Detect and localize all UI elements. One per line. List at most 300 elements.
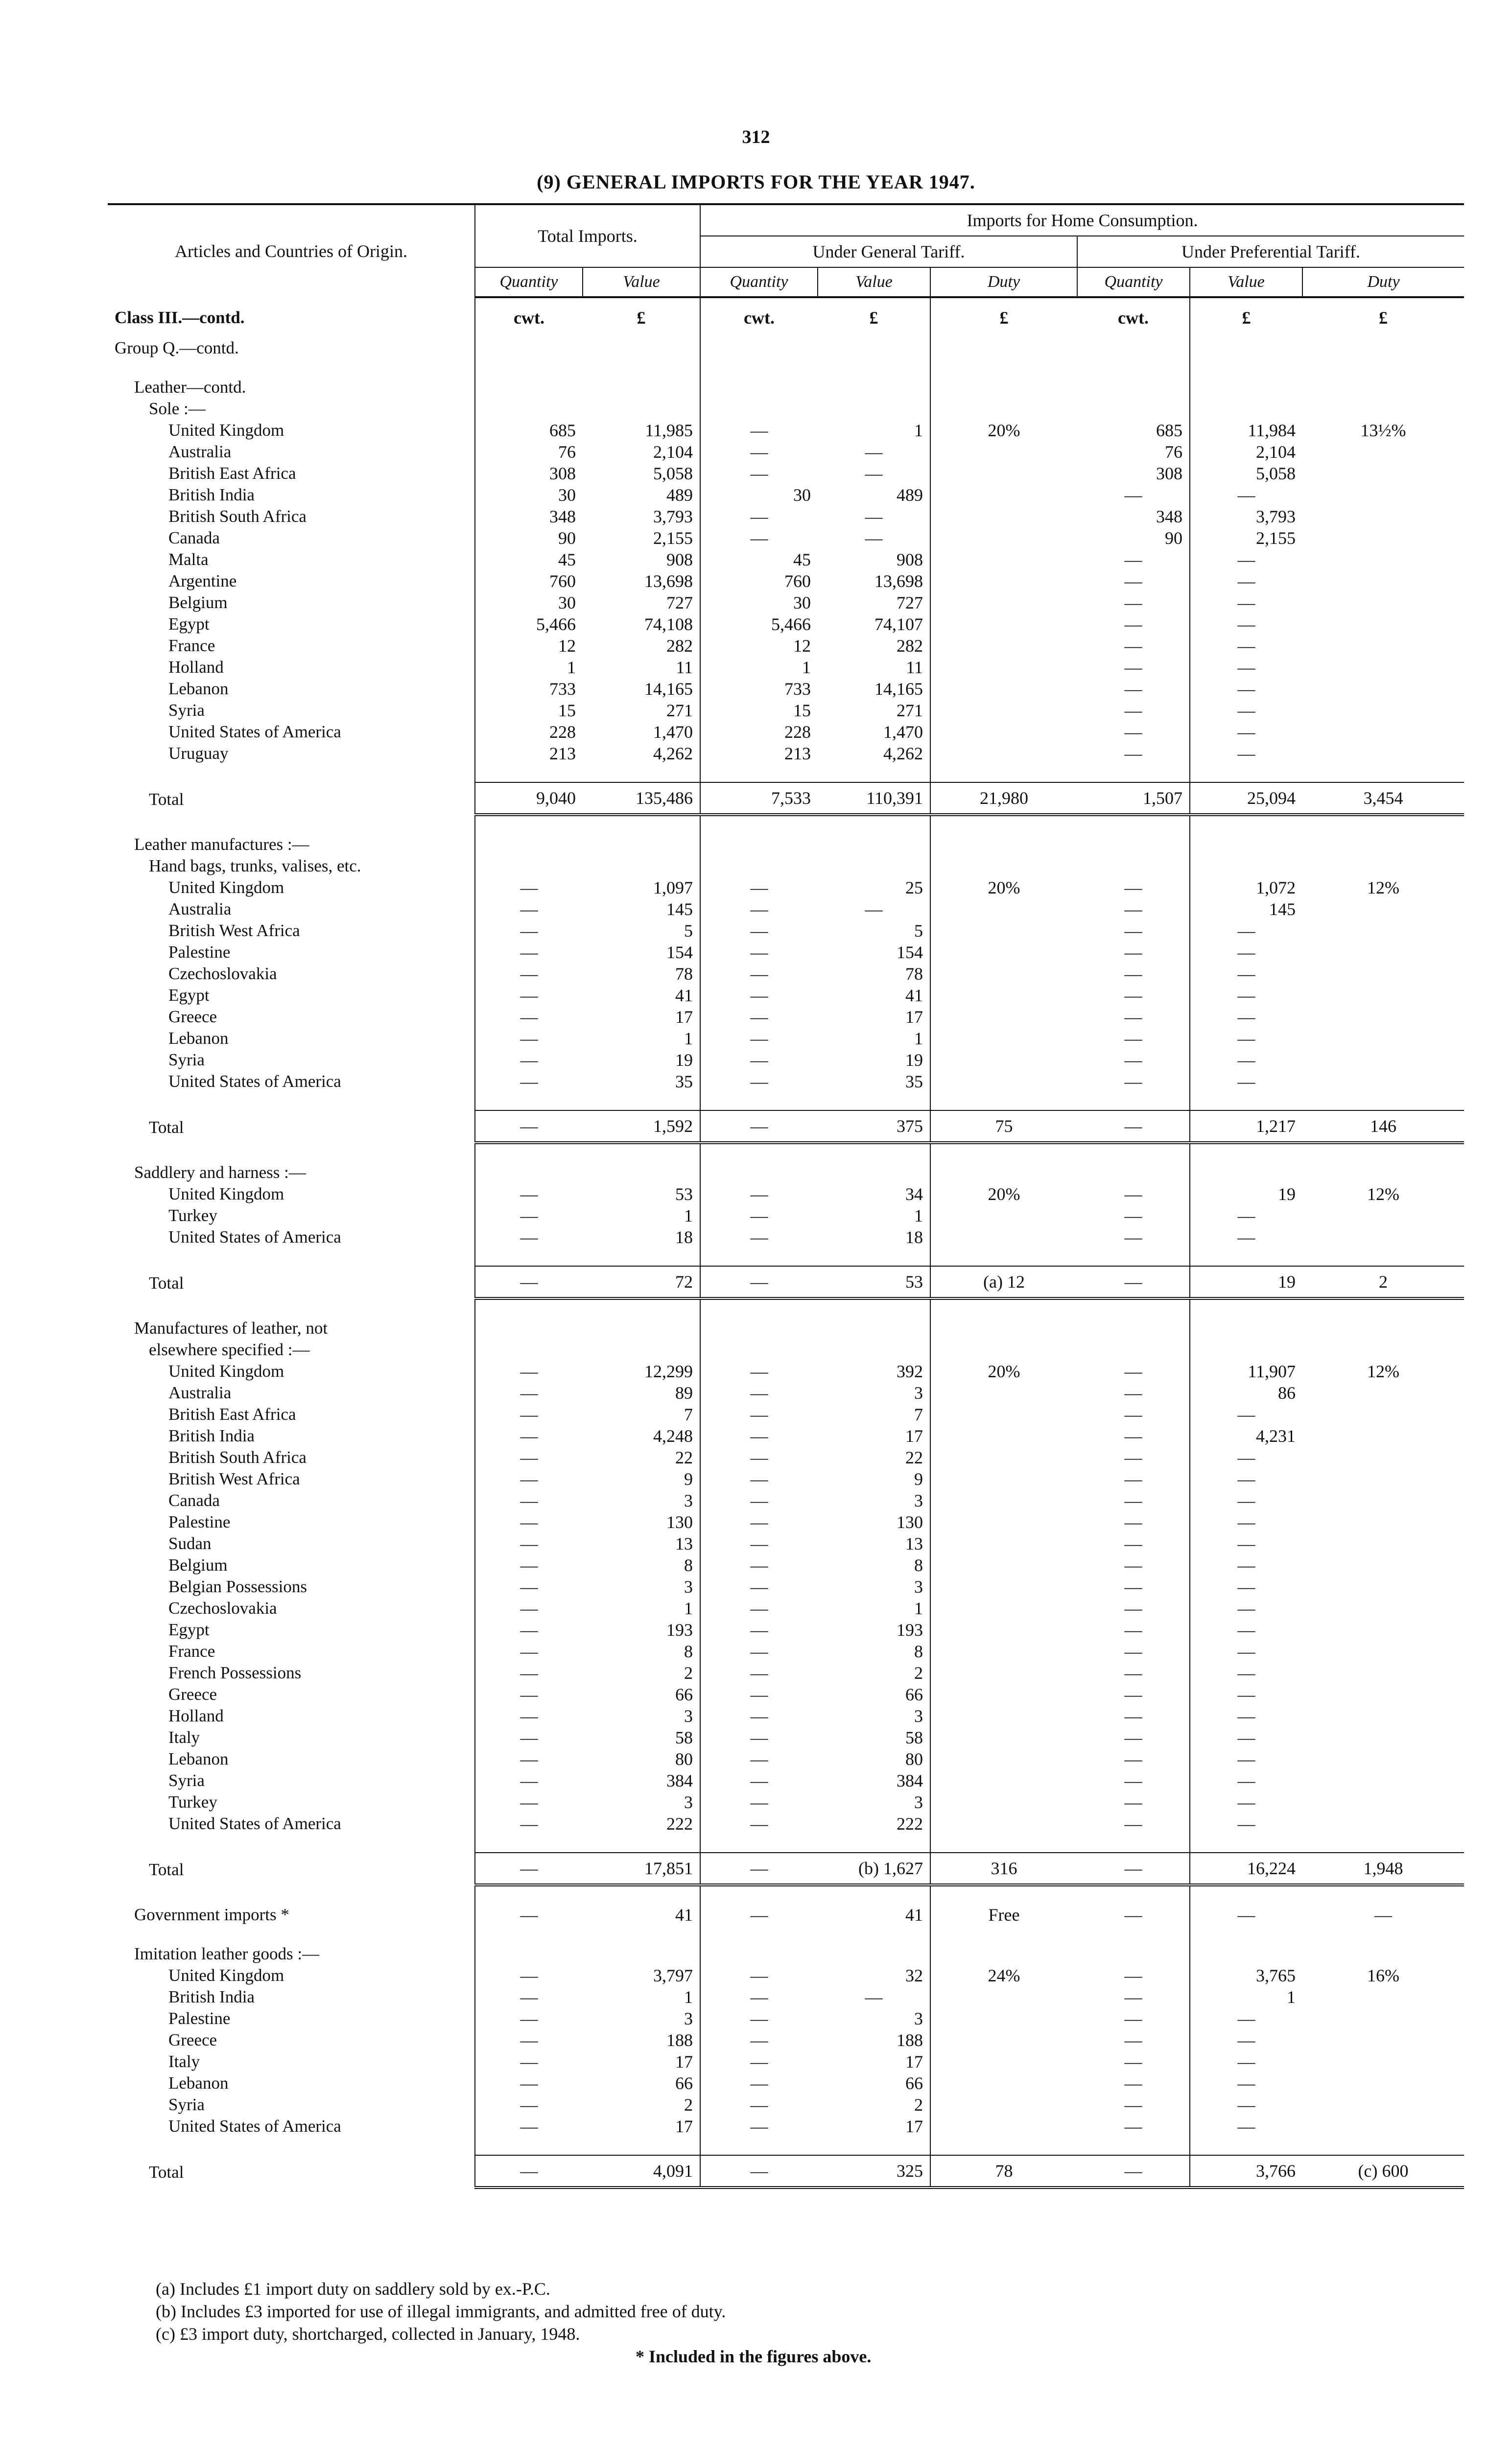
value-cell xyxy=(1302,1404,1464,1425)
total-label: Total xyxy=(108,1853,475,1885)
value-cell xyxy=(1302,1748,1464,1770)
empty-cell xyxy=(1302,1162,1464,1183)
value-cell: — xyxy=(750,1663,768,1683)
value-cell: 145 xyxy=(583,898,700,920)
value-cell: — xyxy=(750,1491,768,1510)
section-heading-row xyxy=(108,1318,1464,1339)
country-name: British South Africa xyxy=(168,1448,307,1467)
value-cell xyxy=(930,635,1077,657)
value-cell: — xyxy=(1237,2030,1255,2050)
value-cell xyxy=(930,613,1077,635)
empty-cell xyxy=(700,1298,818,1318)
table-row xyxy=(108,1006,1464,1028)
value-cell: — xyxy=(1077,1205,1190,1226)
value-cell xyxy=(1302,1813,1464,1835)
empty-cell xyxy=(1302,764,1464,782)
value-cell xyxy=(930,2094,1077,2116)
empty-cell xyxy=(1077,1885,1190,1904)
value-cell: — xyxy=(750,1383,768,1403)
empty-cell xyxy=(930,1318,1077,1339)
country-label xyxy=(108,1205,475,1226)
value-cell: — xyxy=(1237,744,1255,763)
empty-cell xyxy=(475,2137,583,2155)
value-cell: — xyxy=(1077,1904,1190,1926)
value-cell: 3 xyxy=(583,1705,700,1727)
empty-cell xyxy=(818,1835,930,1853)
table-row xyxy=(108,1028,1464,1049)
empty-cell xyxy=(930,834,1077,855)
value-cell: — xyxy=(750,1814,768,1834)
value-cell: — xyxy=(1237,1685,1255,1704)
value-cell xyxy=(1302,1662,1464,1684)
value-cell: — xyxy=(1077,2155,1190,2188)
empty-cell xyxy=(1077,1298,1190,1318)
value-cell xyxy=(930,657,1077,678)
country-label xyxy=(108,1361,475,1382)
value-cell xyxy=(930,985,1077,1006)
empty-cell xyxy=(583,1092,700,1110)
value-cell: 3 xyxy=(818,1382,930,1404)
value-cell xyxy=(1302,549,1464,570)
value-cell: — xyxy=(1077,2072,1190,2094)
value-cell: 12% xyxy=(1367,1184,1400,1204)
value-cell xyxy=(930,1813,1077,1835)
value-cell xyxy=(1302,2051,1464,2072)
table-row xyxy=(108,1619,1464,1641)
value-cell: — xyxy=(1237,1706,1255,1726)
value-cell: 1 xyxy=(583,1986,700,2008)
table-row xyxy=(108,1684,1464,1705)
empty-cell xyxy=(475,377,583,398)
value-cell xyxy=(1302,484,1464,506)
country-name: Syria xyxy=(168,701,205,720)
value-cell: 13,698 xyxy=(583,570,700,592)
total-label: Total xyxy=(108,782,475,815)
empty-cell xyxy=(818,337,930,359)
value-cell xyxy=(1302,613,1464,635)
value-cell: — xyxy=(750,442,768,462)
value-cell xyxy=(1302,1226,1464,1248)
value-cell: — xyxy=(1237,658,1255,677)
empty-cell xyxy=(930,398,1077,420)
empty-cell xyxy=(930,1926,1077,1943)
value-cell: — xyxy=(1077,743,1190,764)
value-cell: — xyxy=(750,1184,768,1204)
value-cell xyxy=(1302,1382,1464,1404)
value-cell xyxy=(1302,2029,1464,2051)
value-cell: 1 xyxy=(818,1598,930,1619)
value-cell: 41 xyxy=(583,985,700,1006)
country-label xyxy=(108,2029,475,2051)
empty-cell xyxy=(108,815,475,834)
value-cell xyxy=(930,2008,1077,2029)
value-cell: 12,299 xyxy=(583,1361,700,1382)
country-name: British India xyxy=(168,1987,255,2006)
country-name: Lebanon xyxy=(168,1749,229,1768)
country-name: Canada xyxy=(168,528,220,547)
value-cell: 11 xyxy=(583,657,700,678)
value-cell xyxy=(930,1425,1077,1447)
value-cell xyxy=(930,1554,1077,1576)
country-label xyxy=(108,592,475,613)
country-name: Italy xyxy=(168,2052,200,2071)
value-cell: — xyxy=(1077,657,1190,678)
value-cell: 8 xyxy=(818,1641,930,1662)
empty-cell xyxy=(700,1885,818,1904)
value-cell: — xyxy=(1077,1533,1190,1554)
country-name: Czechoslovakia xyxy=(168,964,277,983)
empty-cell xyxy=(1302,2137,1464,2155)
value-cell: 9 xyxy=(818,1468,930,1490)
value-cell: — xyxy=(1237,550,1255,569)
empty-cell xyxy=(583,398,700,420)
value-cell: 78 xyxy=(930,2155,1077,2188)
table-row xyxy=(108,700,1464,721)
value-cell: — xyxy=(1237,1448,1255,1467)
country-label xyxy=(108,1049,475,1071)
value-cell: 12 xyxy=(558,636,576,656)
value-cell: — xyxy=(1077,678,1190,700)
section-heading-row xyxy=(108,1162,1464,1183)
empty-cell xyxy=(475,855,583,877)
value-cell xyxy=(1302,2008,1464,2029)
value-cell xyxy=(1302,570,1464,592)
value-cell xyxy=(1302,985,1464,1006)
total-row xyxy=(108,1853,1464,1885)
value-cell: — xyxy=(750,1448,768,1467)
row-label: Leather—contd. xyxy=(108,377,475,398)
empty-cell xyxy=(1077,1318,1190,1339)
country-name: Palestine xyxy=(168,2009,231,2028)
value-cell: 1,072 xyxy=(1256,878,1296,897)
value-cell: — xyxy=(520,1362,538,1381)
table-row xyxy=(108,613,1464,635)
empty-cell xyxy=(818,834,930,855)
table-row xyxy=(108,1361,1464,1382)
value-cell: 316 xyxy=(930,1853,1077,1885)
empty-cell xyxy=(1190,1926,1302,1943)
table-row xyxy=(108,1554,1464,1576)
value-cell: 58 xyxy=(818,1727,930,1748)
value-cell: 25,094 xyxy=(1190,782,1302,815)
value-cell: — xyxy=(750,986,768,1005)
empty-cell xyxy=(1077,764,1190,782)
country-label xyxy=(108,1511,475,1533)
value-cell: 213 xyxy=(549,744,576,763)
value-cell xyxy=(1302,1425,1464,1447)
empty-cell xyxy=(583,834,700,855)
value-cell: 308 xyxy=(549,464,576,483)
value-cell: — xyxy=(750,1749,768,1769)
value-cell xyxy=(1302,1641,1464,1662)
value-cell: 11,907 xyxy=(1248,1362,1296,1381)
empty-cell xyxy=(1077,1339,1190,1361)
value-cell: — xyxy=(520,1555,538,1575)
value-cell: — xyxy=(750,1642,768,1661)
country-name: Belgian Possessions xyxy=(168,1577,307,1596)
value-cell xyxy=(930,2051,1077,2072)
empty-cell xyxy=(1302,1885,1464,1904)
table-row xyxy=(108,1813,1464,1835)
value-cell: 16% xyxy=(1367,1966,1400,1985)
country-name: British West Africa xyxy=(168,921,300,940)
empty-cell xyxy=(1302,1835,1464,1853)
country-label xyxy=(108,1226,475,1248)
header-value: Value xyxy=(818,267,930,297)
value-cell: — xyxy=(520,2030,538,2050)
country-label xyxy=(108,743,475,764)
imports-table xyxy=(108,203,1464,2189)
empty-cell xyxy=(1077,1162,1190,1183)
country-name: British India xyxy=(168,485,255,504)
value-cell: — xyxy=(750,1534,768,1554)
value-cell: — xyxy=(750,1227,768,1247)
empty-cell xyxy=(1077,398,1190,420)
value-cell: 110,391 xyxy=(818,782,930,815)
value-cell: — xyxy=(520,1966,538,1985)
value-cell xyxy=(930,570,1077,592)
value-cell: 13 xyxy=(583,1533,700,1554)
empty-cell xyxy=(583,1835,700,1853)
value-cell: 685 xyxy=(1077,420,1190,441)
table-row xyxy=(108,678,1464,700)
country-label xyxy=(108,1727,475,1748)
value-cell: 1 xyxy=(583,1205,700,1226)
value-cell xyxy=(1302,527,1464,549)
table-row xyxy=(108,1404,1464,1425)
value-cell: 727 xyxy=(818,592,930,613)
section-heading-row xyxy=(108,834,1464,855)
page-title: (9) GENERAL IMPORTS FOR THE YEAR 1947. xyxy=(537,171,975,193)
empty-cell xyxy=(700,834,818,855)
country-label xyxy=(108,506,475,527)
value-cell: — xyxy=(1077,1791,1190,1813)
value-cell: 908 xyxy=(583,549,700,570)
value-cell xyxy=(1302,1447,1464,1468)
value-cell xyxy=(1302,2116,1464,2137)
country-label xyxy=(108,1404,475,1425)
value-cell: — xyxy=(1077,2116,1190,2137)
value-cell: — xyxy=(1237,593,1255,612)
value-cell: 213 xyxy=(784,744,811,763)
value-cell: — xyxy=(1237,1007,1255,1027)
country-label xyxy=(108,2094,475,2116)
country-name: British East Africa xyxy=(168,1405,296,1424)
value-cell: — xyxy=(750,2073,768,2093)
value-cell: 66 xyxy=(583,2072,700,2094)
value-cell: — xyxy=(1237,1491,1255,1510)
country-name: Palestine xyxy=(168,1512,231,1531)
value-cell: 20% xyxy=(988,878,1020,897)
empty-cell xyxy=(475,1092,583,1110)
value-cell: 8 xyxy=(583,1641,700,1662)
value-cell: — xyxy=(818,463,930,484)
value-cell: 19 xyxy=(1278,1184,1296,1204)
value-cell: 130 xyxy=(818,1511,930,1533)
value-cell: — xyxy=(520,1663,538,1683)
country-name: United States of America xyxy=(168,1814,341,1833)
empty-cell xyxy=(930,377,1077,398)
value-cell xyxy=(1302,963,1464,985)
value-cell: 135,486 xyxy=(583,782,700,815)
value-cell xyxy=(1302,1533,1464,1554)
value-cell: — xyxy=(1237,1227,1255,1247)
value-cell: — xyxy=(1237,921,1255,941)
value-cell: — xyxy=(520,1814,538,1834)
country-name: Belgium xyxy=(168,1555,228,1575)
value-cell: 8 xyxy=(583,1554,700,1576)
empty-cell xyxy=(700,359,818,377)
table-row xyxy=(108,1511,1464,1533)
value-cell: 1 xyxy=(818,1205,930,1226)
value-cell: — xyxy=(520,1905,538,1925)
country-label xyxy=(108,1425,475,1447)
country-name: United States of America xyxy=(168,722,341,741)
country-label xyxy=(108,985,475,1006)
empty-cell xyxy=(930,764,1077,782)
empty-cell xyxy=(108,359,475,377)
value-cell: 3 xyxy=(818,2008,930,2029)
value-cell: 1 xyxy=(802,658,811,677)
value-cell: — xyxy=(1077,570,1190,592)
header-home-consumption: Imports for Home Consumption. xyxy=(700,204,1464,236)
value-cell xyxy=(1302,1468,1464,1490)
value-cell: — xyxy=(750,1599,768,1618)
value-cell: 32 xyxy=(818,1965,930,1986)
country-label xyxy=(108,1533,475,1554)
country-label xyxy=(108,1490,475,1511)
value-cell: 76 xyxy=(558,442,576,462)
total-label: Total xyxy=(108,1110,475,1143)
total-label: Total xyxy=(108,1266,475,1298)
country-label xyxy=(108,1598,475,1619)
value-cell xyxy=(930,743,1077,764)
empty-cell xyxy=(1190,764,1302,782)
value-cell xyxy=(1302,506,1464,527)
table-row xyxy=(108,1770,1464,1791)
value-cell: — xyxy=(750,1792,768,1812)
spacer-row xyxy=(108,359,1464,377)
section-heading-row xyxy=(108,1339,1464,1361)
spacer-row xyxy=(108,1835,1464,1853)
header-preferential-tariff: Under Preferential Tariff. xyxy=(1077,236,1464,267)
value-cell: 80 xyxy=(818,1748,930,1770)
total-row xyxy=(108,782,1464,815)
country-name: Czechoslovakia xyxy=(168,1599,277,1618)
value-cell: 308 xyxy=(1077,463,1190,484)
value-cell: — xyxy=(475,1853,583,1885)
value-cell: — xyxy=(1077,1554,1190,1576)
value-cell: 35 xyxy=(583,1071,700,1092)
empty-cell xyxy=(1190,1943,1302,1965)
value-cell xyxy=(930,2029,1077,2051)
empty-cell xyxy=(1077,1835,1190,1853)
table-row xyxy=(108,1748,1464,1770)
spacer-row xyxy=(108,1298,1464,1318)
value-cell: — xyxy=(1077,1049,1190,1071)
empty-cell xyxy=(108,1092,475,1110)
value-cell: — xyxy=(1237,1072,1255,1091)
value-cell: 17 xyxy=(818,2116,930,2137)
value-cell xyxy=(1302,1684,1464,1705)
value-cell: 3 xyxy=(583,2008,700,2029)
country-name: Australia xyxy=(168,899,232,918)
empty-cell xyxy=(1302,337,1464,359)
country-name: Italy xyxy=(168,1728,200,1747)
total-row xyxy=(108,1266,1464,1298)
value-cell xyxy=(930,1641,1077,1662)
value-cell xyxy=(1302,743,1464,764)
table-row xyxy=(108,2051,1464,2072)
value-cell: — xyxy=(1237,614,1255,634)
value-cell: — xyxy=(1077,985,1190,1006)
value-cell: 348 xyxy=(549,507,576,526)
value-cell xyxy=(1302,1727,1464,1748)
country-name: United States of America xyxy=(168,1227,341,1247)
value-cell xyxy=(930,592,1077,613)
value-cell xyxy=(1302,1028,1464,1049)
value-cell: — xyxy=(1237,636,1255,656)
value-cell: — xyxy=(750,1029,768,1048)
value-cell xyxy=(930,1791,1077,1813)
value-cell: 12% xyxy=(1367,1362,1400,1381)
value-cell: — xyxy=(750,1007,768,1027)
value-cell: 66 xyxy=(818,2072,930,2094)
value-cell xyxy=(1302,2072,1464,2094)
country-label xyxy=(108,721,475,743)
value-cell xyxy=(1302,635,1464,657)
country-name: United Kingdom xyxy=(168,878,284,897)
country-label xyxy=(108,1705,475,1727)
empty-cell xyxy=(1190,1835,1302,1853)
value-cell: — xyxy=(1237,1728,1255,1747)
value-cell: 5 xyxy=(583,920,700,942)
country-label xyxy=(108,1986,475,2008)
value-cell xyxy=(930,441,1077,463)
header-quantity: Quantity xyxy=(1077,267,1190,297)
value-cell: — xyxy=(1077,877,1190,898)
value-cell: — xyxy=(1237,485,1255,505)
value-cell: — xyxy=(520,1534,538,1554)
table-row xyxy=(108,898,1464,920)
unit-cell: £ xyxy=(1379,308,1388,328)
empty-cell xyxy=(818,1885,930,1904)
empty-cell xyxy=(475,1885,583,1904)
empty-cell xyxy=(108,1248,475,1266)
value-cell: 5,058 xyxy=(1256,464,1296,483)
empty-cell xyxy=(475,1943,583,1965)
value-cell: — xyxy=(1077,1382,1190,1404)
value-cell xyxy=(1302,678,1464,700)
value-cell: — xyxy=(1237,679,1255,699)
spacer-row xyxy=(108,1143,1464,1162)
value-cell: 154 xyxy=(818,942,930,963)
table-row xyxy=(108,721,1464,743)
value-cell xyxy=(930,1598,1077,1619)
value-cell: 4,231 xyxy=(1256,1426,1296,1446)
value-cell: 145 xyxy=(1269,899,1296,919)
value-cell: — xyxy=(520,878,538,897)
table-row xyxy=(108,743,1464,764)
footnote-a: (a) Includes £1 import duty on saddlery sold by ex.-P.C. xyxy=(156,2279,550,2299)
empty-cell xyxy=(1302,1248,1464,1266)
value-cell: — xyxy=(520,1383,538,1403)
empty-cell xyxy=(1190,398,1302,420)
value-cell: 16,224 xyxy=(1190,1853,1302,1885)
value-cell: — xyxy=(1237,1469,1255,1489)
table-row xyxy=(108,2094,1464,2116)
value-cell: — xyxy=(750,464,768,483)
